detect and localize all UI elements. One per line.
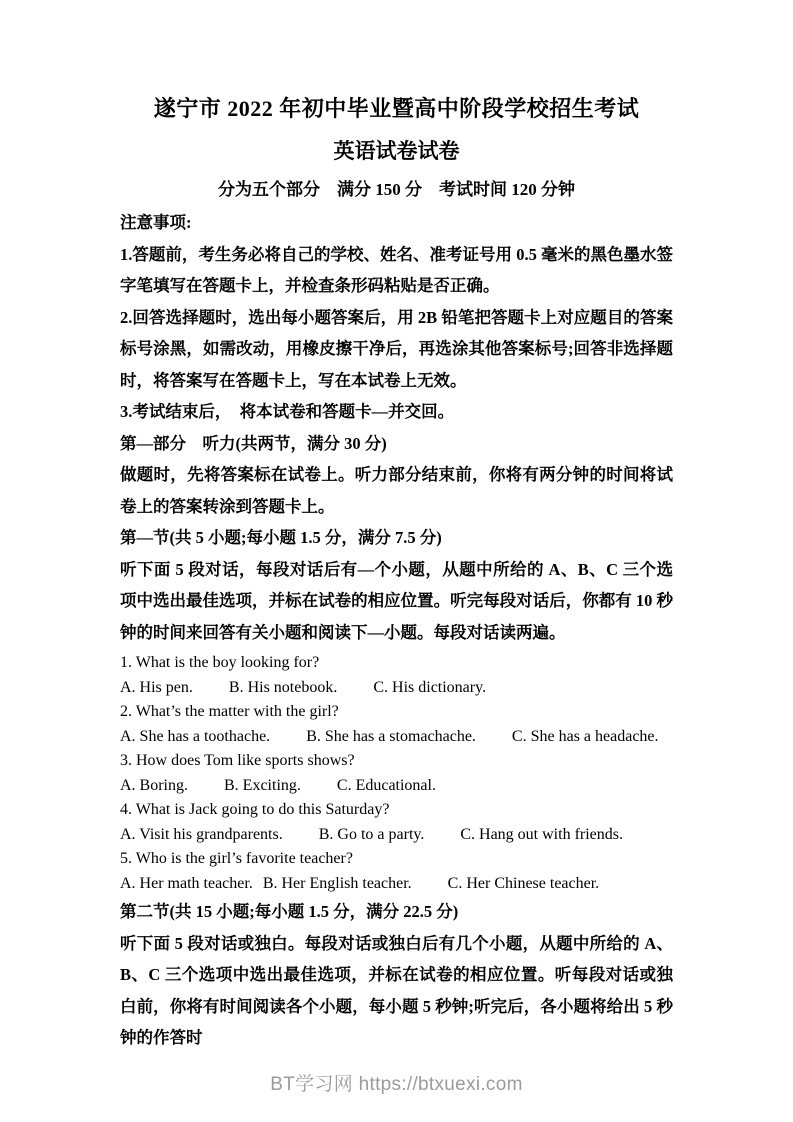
option-text: B. She has a stomachache.: [306, 727, 476, 745]
question-text: 1. What is the boy looking for?: [120, 654, 320, 671]
question-text: 4. What is Jack going to do this Saturday?: [120, 801, 390, 818]
page-title: 遂宁市 2022 年初中毕业暨高中阶段学校招生考试: [153, 96, 640, 121]
option-text: C. She has a headache.: [511, 727, 659, 745]
notice-item-3: 3.考试结束后， 将本试卷和答题卡—并交回。: [120, 402, 455, 421]
section2-block: [120, 896, 673, 1054]
option-text: A. His pen.: [120, 678, 193, 696]
question-text: 2. What’s the matter with the girl?: [120, 703, 339, 720]
option-text: C. Her Chinese teacher.: [447, 874, 600, 892]
option-text: B. His notebook.: [228, 678, 338, 696]
listening-questions: [120, 651, 673, 896]
question-options: [120, 725, 673, 750]
option-text: A. She has a toothache.: [120, 727, 271, 745]
option-text: B. Exciting.: [224, 776, 301, 794]
question-options: [120, 774, 673, 799]
part1-intro: 做题时，先将答案标在试卷上。听力部分结束前，你将有两分钟的时间将试卷上的答案转涂到答题卡上。: [120, 465, 673, 516]
section2-intro: 听下面 5 段对话或独白。每段对话或独白后有几个小题，从题中所给的 A、B、C 三个选项中选出最佳选项，并标在试卷的相应位置。听每段对话或独白前，你将有时间阅读各个小题，每小题 5 秒钟;听完后，各小题将给出 5 秒钟的作答时: [120, 933, 673, 1047]
page-subtitle: 英语试卷试卷: [333, 139, 460, 163]
notice-item-1: 1.答题前，考生务必将自己的学校、姓名、准考证号用 0.5 毫米的黑色墨水签字笔填写在答题卡上，并检查条形码粘贴是否正确。: [120, 244, 673, 295]
option-text: A. Boring.: [120, 776, 188, 794]
option-text: C. Hang out with friends.: [460, 825, 623, 843]
question-options: [120, 676, 673, 701]
option-text: B. Her English teacher.: [262, 874, 412, 892]
notice-heading: 注意事项:: [120, 213, 192, 232]
watermark-footer: BT学习网 https://btxuexi.com: [270, 1074, 523, 1095]
part1-heading: 第—部分 听力(共两节，满分 30 分): [120, 433, 387, 453]
exam-meta-line: 分为五个部分 满分 150 分 考试时间 120 分钟: [218, 180, 575, 199]
notice-item-2: 2.回答选择题时，选出每小题答案后，用 2B 铅笔把答题卡上对应题目的答案标号涂黑，如需改动，用橡皮擦干净后，再选涂其他答案标号;回答非选择题时，将答案写在答题卡上，写在本试卷上无效。: [120, 307, 673, 390]
option-text: C. His dictionary.: [373, 678, 487, 696]
section2-heading: 第二节(共 15 小题;每小题 1.5 分，满分 22.5 分): [120, 902, 459, 921]
question-text: 5. Who is the girl’s favorite teacher?: [120, 850, 353, 867]
question-options: [120, 872, 673, 897]
option-text: A. Visit his grandparents.: [120, 825, 283, 843]
option-text: A. Her math teacher.: [120, 874, 253, 892]
section1-intro: 听下面 5 段对话，每段对话后有—个小题，从题中所给的 A、B、C 三个选项中选出最佳选项，并标在试卷的相应位置。听完每段对话后，你都有 10 秒钟的时间来回答有关小题和阅读下—小题。每段对话读两遍。: [120, 559, 673, 642]
option-text: C. Educational.: [336, 776, 436, 794]
question-text: 3. How does Tom like sports shows?: [120, 752, 355, 769]
section1-heading: 第—节(共 5 小题;每小题 1.5 分，满分 7.5 分): [120, 528, 442, 547]
option-text: B. Go to a party.: [318, 825, 425, 843]
notice-section: [120, 207, 673, 648]
question-options: [120, 823, 673, 848]
